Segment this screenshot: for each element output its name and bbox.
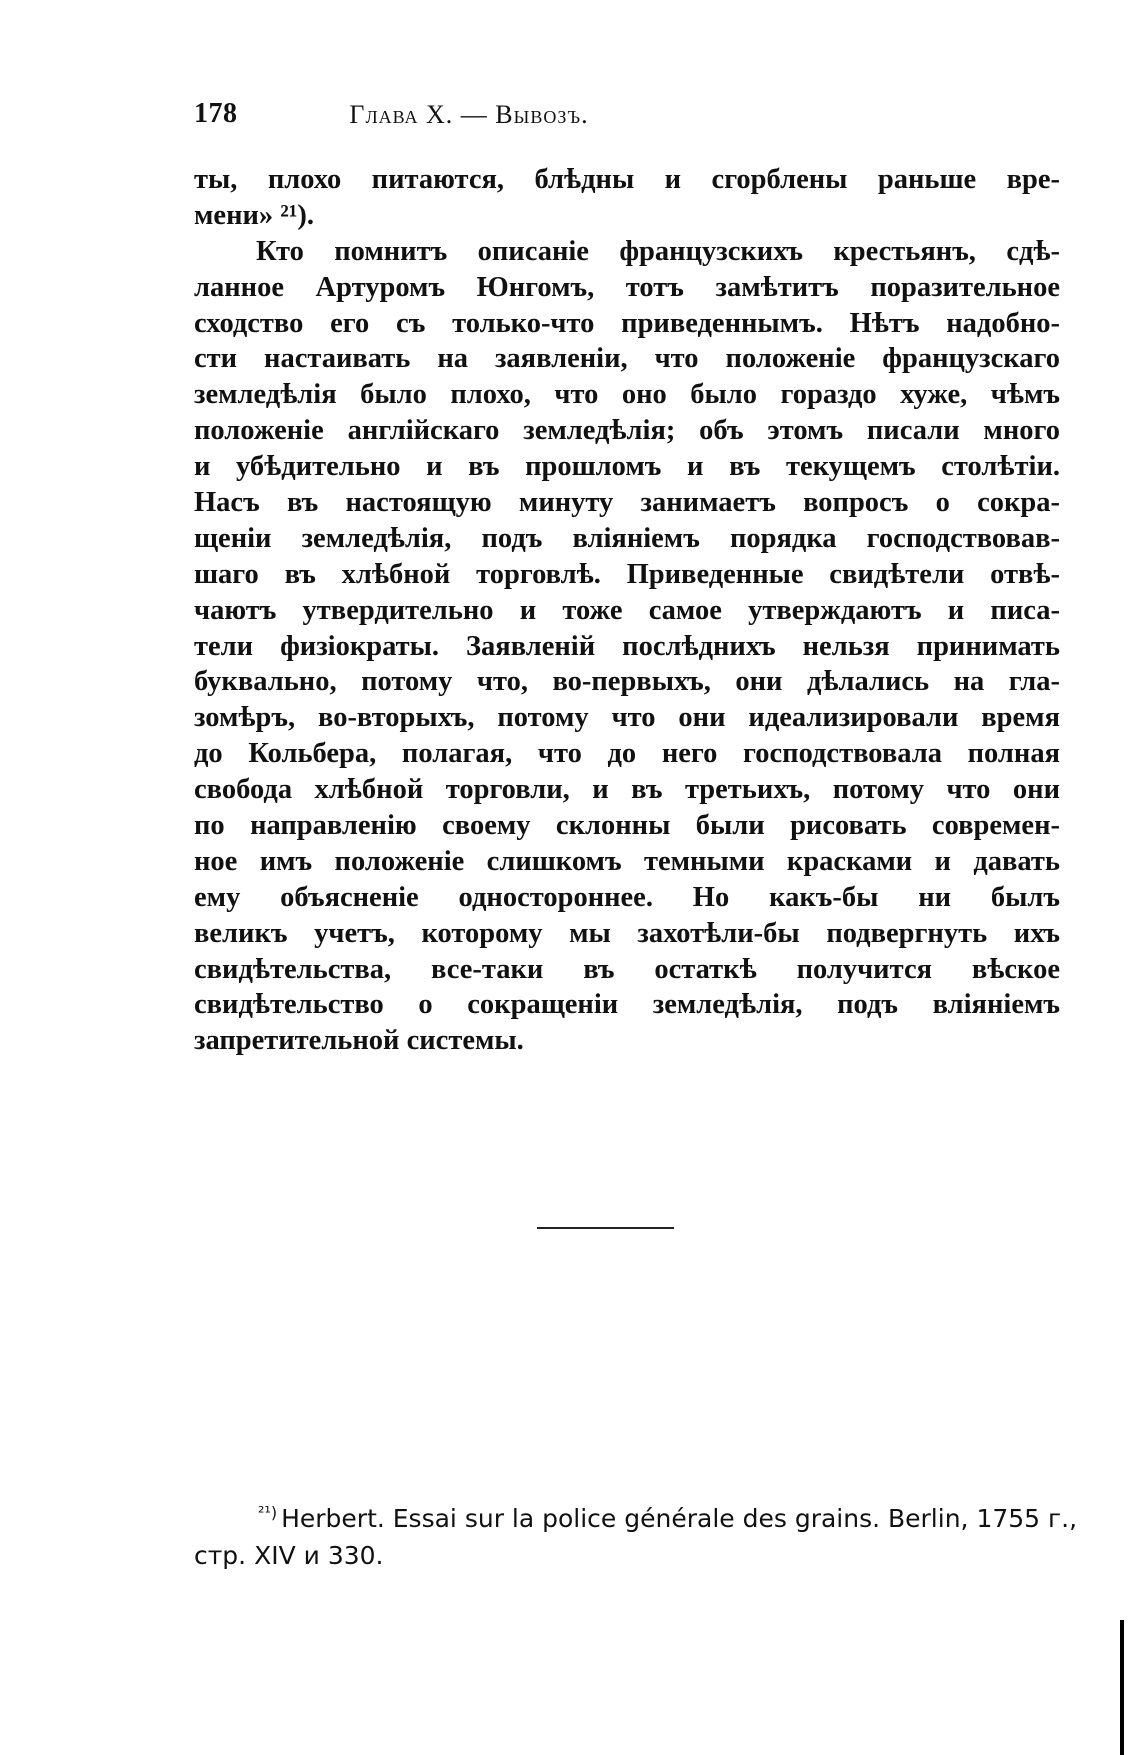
footnote-line: стр. XIV и 330. (194, 1541, 384, 1570)
text-line: щеніи земледѣлія, подъ вліяніемъ порядка господствовав- (194, 522, 1060, 554)
text-line: положеніе англійскаго земледѣлія; объ этомъ писали много (194, 415, 1060, 447)
text-line: сходство его съ только-что приведеннымъ. Нѣтъ надобно- (194, 307, 1060, 339)
text-line: чаютъ утвердительно и тоже самое утверждаютъ и писа- (194, 594, 1060, 626)
text-line: Кто помнитъ описаніе французскихъ крестьянъ, сдѣ- (256, 235, 1060, 267)
page-header (194, 98, 744, 132)
text-line: буквально, потому что, во-первыхъ, они дѣлались на гла- (194, 666, 1060, 698)
running-head (194, 100, 744, 130)
text-line: запретительной системы. (194, 1025, 524, 1057)
text-line: сти настаивать на заявленіи, что положеніе французскаго (194, 343, 1060, 375)
text-line: мени» ²¹). (194, 199, 314, 231)
footnote-text: Herbert. Essai sur la police générale des grains. Berlin, 1755 г., (281, 1504, 1078, 1533)
text-line: свидѣтельства, все-таки въ остаткѣ получится вѣское (194, 953, 1060, 985)
text-line: по направленію своему склонны были рисовать современ- (194, 810, 1060, 842)
scan-edge-mark (1120, 1620, 1124, 1755)
text-line: тели физіократы. Заявленій послѣднихъ нельзя принимать (194, 630, 1060, 662)
running-head-text: Глава X. — Вывозъ. (349, 100, 589, 129)
text-line: ему объясненіе одностороннее. Но какъ-бы ни былъ (194, 881, 1060, 913)
text-line: земледѣлія было плохо, что оно было гораздо хуже, чѣмъ (194, 379, 1060, 411)
text-line: свидѣтельство о сокращеніи земледѣлія, подъ вліяніемъ (194, 989, 1060, 1021)
text-line: шаго въ хлѣбной торговлѣ. Приведенные свидѣтели отвѣ- (194, 558, 1060, 590)
text-line: ланное Артуромъ Юнгомъ, тотъ замѣтитъ поразительное (194, 271, 1060, 303)
text-line: великъ учетъ, которому мы захотѣли-бы подвергнуть ихъ (194, 917, 1060, 949)
footnote (194, 1500, 1078, 1574)
page-number: 178 (194, 98, 238, 129)
text-line: ты, плохо питаются, блѣдны и сгорблены раньше вре- (194, 164, 1060, 195)
text-line: свобода хлѣбной торговли, и въ третьихъ, потому что они (194, 774, 1060, 806)
section-divider (537, 1227, 674, 1229)
footnote-line (194, 1500, 1078, 1537)
text-line: до Кольбера, полагая, что до него господствовала полная (194, 738, 1060, 770)
main-text (194, 162, 1060, 1059)
footnote-marker: ²¹) (258, 1502, 278, 1522)
text-line: ное имъ положеніе слишкомъ темными красками и давать (194, 845, 1060, 877)
text-line: зомѣръ, во-вторыхъ, потому что они идеализировали время (194, 702, 1060, 734)
text-line: и убѣдительно и въ прошломъ и въ текущемъ столѣтіи. (194, 451, 1060, 483)
text-line: Насъ въ настоящую минуту занимаетъ вопросъ о сокра- (194, 487, 1060, 519)
